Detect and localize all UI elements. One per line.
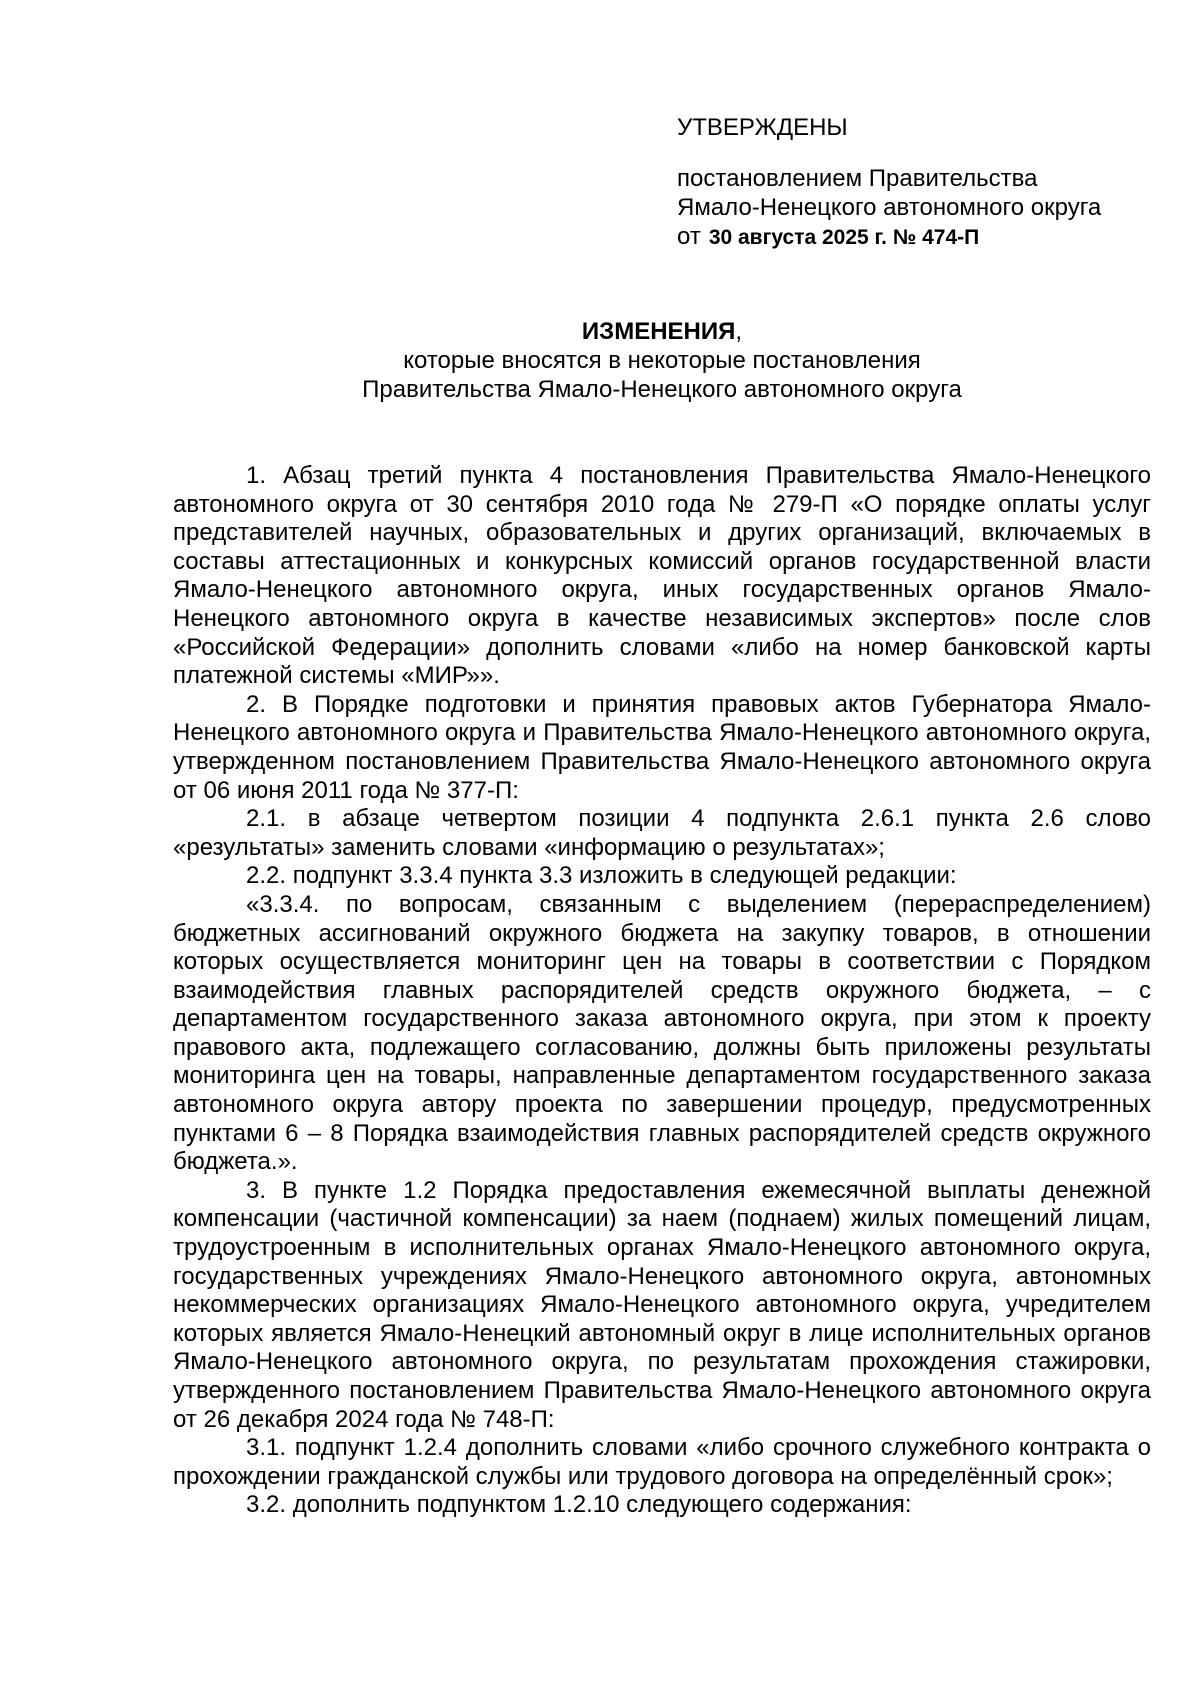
approval-number: 30 августа 2025 г. № 474-П	[708, 226, 980, 249]
paragraph-2: 2. В Порядке подготовки и принятия правовых актов Губернатора Ямало-Ненецкого автономного округа и Правительства Ямало-Ненецкого автономного округа, утвержденном постановлением Правительства Ямало-Ненецкого автономного округа от 06 июня 2011 года № 377-П:	[173, 690, 1151, 804]
paragraph-2-2: 2.2. подпункт 3.3.4 пункта 3.3 изложить в следующей редакции:	[246, 862, 957, 890]
title-heading: ИЗМЕНЕНИЯ	[581, 318, 736, 345]
paragraph-3: 3. В пункте 1.2 Порядка предоставления ежемесячной выплаты денежной компенсации (частичной компенсации) за наем (поднаем) жилых помещений лицам, трудоустроенным в исполнительных органах Ямало-Ненецкого автономного округа, государственных учреждениях Ямало-Ненецкого автономного округа, автономных некоммерческих организациях Ямало-Ненецкого автономного округа, учредителем которых является Ямало-Ненецкий автономный округ в лице исполнительных органов Ямало-Ненецкого автономного округа, по результатам прохождения стажировки, утвержденного постановлением Правительства Ямало-Ненецкого автономного округа от 26 декабря 2024 года № 748-П:	[173, 1176, 1151, 1433]
paragraph-3-2: 3.2. дополнить подпунктом 1.2.10 следующего содержания:	[246, 1491, 912, 1519]
approval-stamp: УТВЕРЖДЕНЫ	[677, 114, 848, 141]
paragraph-2-1: 2.1. в абзаце четвертом позиции 4 подпункта 2.6.1 пункта 2.6 слово «результаты» заменить словами «информацию о результатах»;	[173, 805, 1151, 861]
title-line-1: которые вносятся в некоторые постановления	[403, 347, 921, 374]
paragraph-3-1: 3.1. подпункт 1.2.4 дополнить словами «либо срочного служебного контракта о прохождении гражданской службы или трудового договора на определённый срок»;	[173, 1434, 1151, 1490]
approval-line-1: постановлением Правительства	[677, 165, 1038, 192]
approval-from-label: от	[677, 223, 701, 250]
title-heading-suffix: ,	[735, 318, 743, 345]
title-heading-line	[173, 317, 1151, 346]
document-title	[173, 317, 1151, 404]
approval-block	[677, 113, 1157, 252]
paragraph-1: 1. Абзац третий пункта 4 постановления Правительства Ямало-Ненецкого автономного округа от 30 сентября 2010 года № 279-П «О порядке оплаты услуг представителей научных, образовательных и других организаций, включаемых в составы аттестационных и конкурсных комиссий органов государственной власти Ямало-Ненецкого автономного округа, иных государственных органов Ямало-Ненецкого автономного округа в качестве независимых экспертов» после слов «Российской Федерации» дополнить словами «либо на номер банковской карты платежной системы «МИР»».	[173, 462, 1151, 690]
approval-date-line	[677, 222, 1157, 252]
approval-line-2: Ямало-Ненецкого автономного округа	[677, 194, 1102, 221]
document-body	[173, 462, 1151, 1520]
title-line-2: Правительства Ямало-Ненецкого автономного округа	[362, 376, 962, 403]
paragraph-quote-3-3-4: «3.3.4. по вопросам, связанным с выделением (перераспределением) бюджетных ассигнований окружного бюджета на закупку товаров, в отношении которых осуществляется мониторинг цен на товары в соответствии с Порядком взаимодействия главных распорядителей средств окружного бюджета, – с департаментом государственного заказа автономного округа, при этом к проекту правового акта, подлежащего согласованию, должны быть приложены результаты мониторинга цен на товары, направленные департаментом государственного заказа автономного округа автору проекта по завершении процедур, предусмотренных пунктами 6 – 8 Порядка взаимодействия главных распорядителей средств окружного бюджета.».	[173, 890, 1151, 1176]
